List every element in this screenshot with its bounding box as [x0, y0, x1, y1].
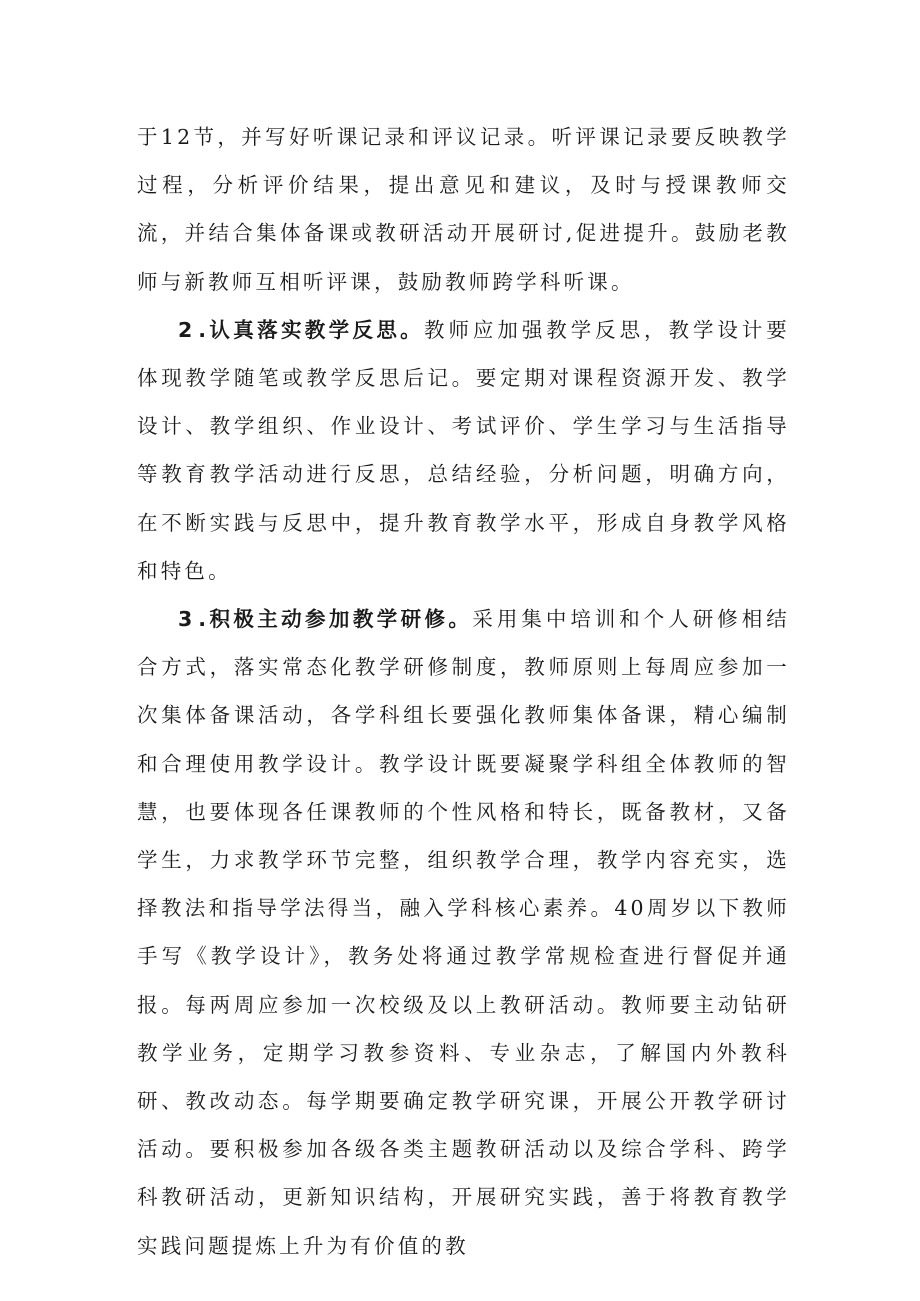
paragraph-body: 教师应加强教学反思，教学设计要体现教学随笔或教学反思后记。要定期对课程资源开发、教学设计、教学组织、作业设计、考试评价、学生学习与生活指导等教育教学活动进行反思，总结经验，分析问题，明确方向，在不断实践与反思中，提升教育教学水平，形成自身教学风格和特色。 [137, 317, 790, 583]
document-body [137, 113, 790, 1270]
paragraph-teaching-research [137, 595, 790, 1270]
paragraph-continuation [137, 113, 790, 306]
paragraph-body: 采用集中培训和个人研修相结合方式，落实常态化教学研修制度，教师原则上每周应参加一次集体备课活动，各学科组长要强化教师集体备课，精心编制和合理使用教学设计。教学设计既要凝聚学科组全体教师的智慧，也要体现各任课教师的个性风格和特长，既备教材，又备学生，力求教学环节完整，组织教学合理，教学内容充实，选择教法和指导学法得当，融入学科核心素养。40周岁以下教师手写《教学设计》，教务处将通过教学常规检查进行督促并通报。每两周应参加一次校级及以上教研活动。教师要主动钻研教学业务，定期学习教参资料、专业杂志，了解国内外教科研、教改动态。每学期要确定教学研究课，开展公开教学研讨活动。要积极参加各级各类主题教研活动以及综合学科、跨学科教研活动，更新知识结构，开展研究实践，善于将教育教学实践问题提炼上升为有价值的教 [137, 607, 790, 1258]
paragraph-teaching-reflection [137, 306, 790, 595]
paragraph-heading: .认真落实教学反思。 [198, 317, 425, 342]
paragraph-number: 3 [178, 607, 199, 632]
paragraph-number: 2 [178, 317, 199, 342]
paragraph-heading: .积极主动参加教学研修。 [198, 607, 473, 632]
paragraph-body: 于12节，并写好听课记录和评议记录。听评课记录要反映教学过程，分析评价结果，提出意见和建议，及时与授课教师交流，并结合集体备课或教研活动开展研讨,促进提升。鼓励老教师与新教师互相听评课，鼓励教师跨学科听课。 [137, 125, 790, 294]
